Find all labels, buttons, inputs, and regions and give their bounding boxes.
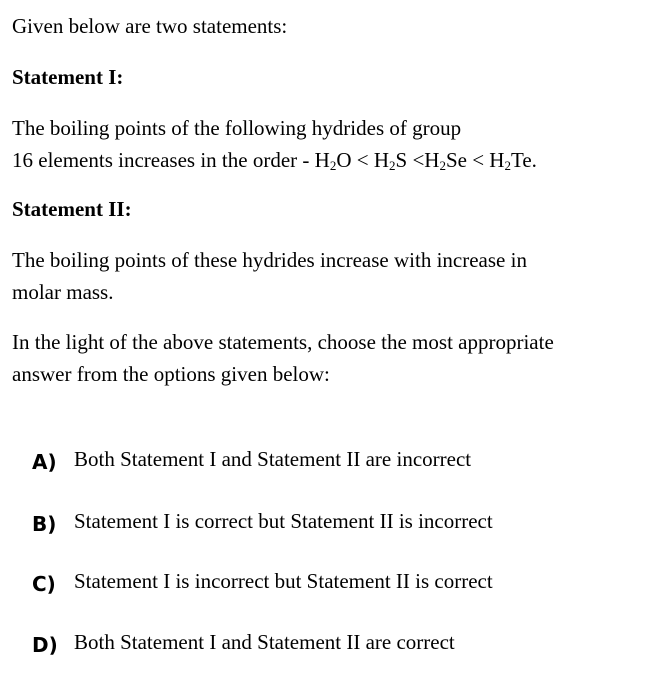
option-letter: A) bbox=[32, 450, 57, 474]
option-text: Both Statement I and Statement II are correct bbox=[74, 630, 455, 654]
formula-part: Se bbox=[445, 148, 467, 172]
formula-subscript: 2 bbox=[439, 158, 446, 173]
intro-text: Given below are two statements: bbox=[12, 14, 288, 38]
option-letter: D) bbox=[32, 633, 58, 657]
statement-1-line-2 bbox=[12, 144, 632, 176]
hydride-order-formula bbox=[315, 148, 537, 172]
formula-part: O bbox=[336, 148, 352, 172]
formula-part: S bbox=[395, 148, 408, 172]
formula-part: H bbox=[314, 148, 330, 172]
formula-part: H bbox=[424, 148, 440, 172]
formula-subscript: 2 bbox=[389, 158, 396, 173]
statement-1-line-1: The boiling points of the following hydrides of group bbox=[12, 116, 462, 140]
formula-subscript: 2 bbox=[504, 158, 511, 173]
option-letter: B) bbox=[32, 512, 57, 536]
statement-1-text bbox=[12, 112, 632, 176]
question-text: In the light of the above statements, choose the most appropriate answer from the options given below: bbox=[12, 330, 554, 386]
option-c[interactable] bbox=[32, 568, 642, 600]
statement-2-text: The boiling points of these hydrides increase with increase in molar mass. bbox=[12, 248, 527, 304]
option-letter: C) bbox=[32, 572, 56, 596]
formula-part: H bbox=[373, 148, 389, 172]
option-text: Statement I is correct but Statement II is incorrect bbox=[74, 509, 493, 533]
option-a[interactable] bbox=[32, 446, 642, 478]
option-text: Both Statement I and Statement II are incorrect bbox=[74, 447, 472, 471]
option-d[interactable] bbox=[32, 629, 642, 661]
option-b[interactable] bbox=[32, 508, 642, 540]
formula-part: Te. bbox=[510, 148, 537, 172]
option-text: Statement I is incorrect but Statement II is correct bbox=[74, 569, 493, 593]
formula-separator: < bbox=[407, 148, 425, 172]
statement-1-order-prefix: 16 elements increases in the order - bbox=[12, 148, 315, 172]
formula-separator: < bbox=[351, 148, 374, 172]
formula-separator: < bbox=[466, 148, 490, 172]
statement-2-heading: Statement II: bbox=[12, 197, 132, 221]
formula-subscript: 2 bbox=[329, 158, 337, 173]
statement-1-heading: Statement I: bbox=[12, 65, 124, 89]
formula-part: H bbox=[489, 148, 505, 172]
